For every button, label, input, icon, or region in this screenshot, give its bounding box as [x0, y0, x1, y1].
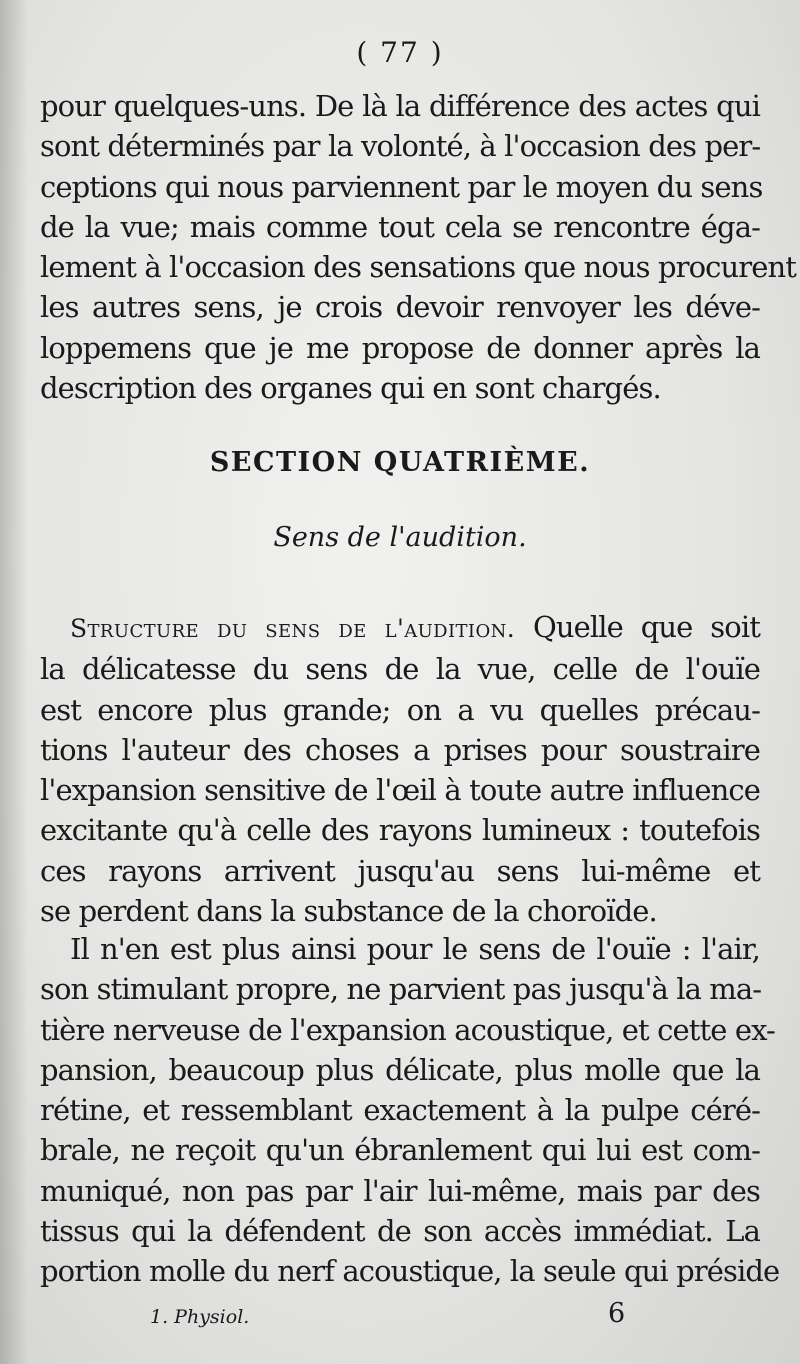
text-fragment: Quelle que soit: [515, 610, 760, 644]
text-line: [40, 607, 760, 649]
text-line: muniqué, non pas par l'air lui-même, mais par des: [40, 1173, 760, 1208]
text-line: est encore plus grande; on a vu quelles précau-: [40, 692, 760, 727]
paragraph-continuation: [40, 86, 797, 408]
section-title: SECTION QUATRIÈME.: [209, 447, 591, 478]
text-line: se perdent dans la substance de la choroïde.: [40, 894, 657, 929]
text-line: tions l'auteur des choses a prises pour soustraire: [40, 732, 760, 767]
paragraph-structure: [40, 607, 760, 931]
text-line: rétine, et ressemblant exactement à la pulpe céré-: [40, 1093, 760, 1128]
text-line: brale, ne reçoit qu'un ébranlement qui lui est com-: [40, 1133, 760, 1168]
paragraph-ouie: [40, 929, 780, 1292]
signature-mark: 1. Physiol.: [150, 1306, 250, 1328]
text-line: la délicatesse du sens de la vue, celle de l'ouïe: [40, 652, 760, 687]
text-line: l'expansion sensitive de l'œil à toute autre influence: [40, 773, 760, 808]
text-line: tissus qui la défendent de son accès immédiat. La: [40, 1214, 760, 1249]
section-subtitle: Sens de l'audition.: [273, 522, 527, 553]
page-edge-shadow: [0, 0, 28, 1364]
text-line: loppemens que je me propose de donner après la: [40, 330, 760, 365]
text-line: portion molle du nerf acoustique, la seule qui préside: [40, 1254, 780, 1289]
sheet-number: 6: [608, 1298, 626, 1329]
text-line: lement à l'occasion des sensations que nous procurent: [40, 250, 797, 285]
text-line: pansion, beaucoup plus délicate, plus molle que la: [40, 1052, 760, 1087]
text-line: ces rayons arrivent jusqu'au sens lui-même et: [40, 853, 760, 888]
text-line: de la vue; mais comme tout cela se rencontre éga-: [40, 209, 760, 244]
text-line: les autres sens, je crois devoir renvoyer les déve-: [40, 290, 760, 325]
text-line: excitante qu'à celle des rayons lumineux : toutefois: [40, 813, 760, 848]
text-line: description des organes qui en sont chargés.: [40, 371, 661, 406]
text-line: sont déterminés par la volonté, à l'occasion des per-: [40, 129, 761, 164]
text-line: pour quelques-uns. De là la différence des actes qui: [40, 89, 760, 123]
text-line: ceptions qui nous parviennent par le moyen du sens: [40, 169, 763, 204]
text-line: son stimulant propre, ne parvient pas jusqu'à la ma-: [40, 972, 762, 1007]
page-number: ( 77 ): [356, 36, 444, 69]
text-line: Il n'en est plus ainsi pour le sens de l'ouïe : l'air,: [70, 932, 760, 966]
paragraph-lead: Structure du sens de l'audition.: [70, 614, 516, 643]
text-line: tière nerveuse de l'expansion acoustique, et cette ex-: [40, 1012, 775, 1047]
